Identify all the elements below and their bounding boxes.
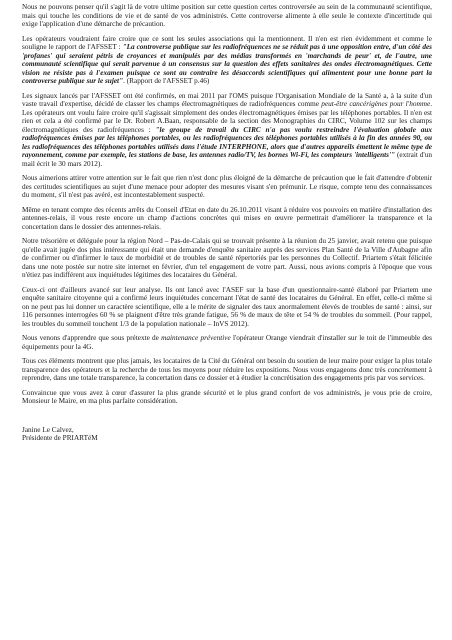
oms-classification: peut-être cancérigènes pour l'homme [321, 100, 431, 108]
orange-intro: Nous venons d'apprendre que sous prétexte de [22, 334, 162, 342]
paragraph-support: Tous ces éléments montrent que plus jamais, les locataires de la Cité du Général ont besoin du soutien de leur maire pour exiger la plus totale transparence des opérateurs et la recherche de tous les moyens pour réduire les expositions. Nous vous engageons donc très concrètement à reprendre, dans une totale transparence, la concertation dans ce dossier et à étudier la concrétisation des engagements pris par vos services. [22, 357, 432, 382]
afsset-reference: . (Rapport de l'AFSSET p.46) [123, 77, 210, 85]
orange-pretext: maintenance préventive [161, 334, 231, 342]
circ-reference: (extrait d'un mail écrit le 30 mars 2012). [22, 151, 432, 168]
paragraph-closing: Convaincue que vous avez à cœur d'assurer la plus grande sécurité et le plus grand confort de vos administrés, je vous prie de croire, Monsieur le Maire, en ma plus parfaite considération. [22, 388, 432, 405]
afsset-quote: "La controverse publique sur les radiofréquences ne se réduit pas à une opposition entre, d'un côté des 'profanes' qui seraient pétris de croyances et manipulés par des médias transformés en 'marchands de peur' et, de l'autre, une communauté scientifique qui serait parvenue à un consensus sur la question des effets sanitaires des ondes électromagnétiques. Cette vision ne résiste pas à l'examen puisque ce sont au contraire les désaccords scientifiques qui alimentent pour une bonne part la controverse publique sur le sujet" [22, 43, 432, 85]
paragraph-oms-circ [22, 92, 432, 169]
paragraph-afsset [22, 35, 432, 86]
letter-body [22, 3, 432, 443]
paragraph-uncertainty: Nous ne pouvons penser qu'il s'agit là de votre ultime position sur cette question certes controversée au sein de la communauté scientifique, mais qui touche les conditions de vie et de santé de vos administrés. Cette controverse alimente à elle seule le contexte d'incertitude qui exige l'application d'une démarche de précaution. [22, 3, 432, 28]
paragraph-treasurer: Notre trésorière et déléguée pour la région Nord – Pas-de-Calais qui se trouvait présente à la réunion du 25 janvier, avait retenu que puisque qu'elle avait jugée dos plus intéressante qui était une demande d'enquête sanitaire auprès des services Plan Santé de la Ville d'Aubagne afin de confirmer ou d'infirmer le taux de morbidité et de troubles de santé répertoriés par les personnes du Collectif. Priartem s'était félicitée dans une note postée sur notre site internet en février, d'un tel engagement de votre part. Aussi, nous avions compris à l'époque que vous n'étiez pas indifférent aux inquiétudes légitimes des locataires du Général. [22, 237, 432, 279]
oms-intro: Les signaux lancés par l'AFSSET ont été confirmés, en mai 2011 par l'OMS puisque l'Organisation Mondiale de la Santé a, à la suite d'un vaste travail d'expertise, décidé de classer les champs électromagnétiques de radiofréquences comme [22, 91, 432, 108]
afsset-intro: Les opérateurs voudraient faire croire que ce sont les seules associations qui la mentionnent. Il n'en est rien évidemment et comme le souligne le rapport de l'AFSSET : [22, 34, 432, 51]
signature-name: Janine Le Calvez, [22, 425, 74, 434]
paragraph-survey: Ceux-ci ont d'ailleurs avancé sur leur analyse. Ils ont lancé avec l'ASEF sur la base d'un questionnaire-santé élaboré par Priartem une enquête sanitaire citoyenne qui a confirmé leurs inquiétudes concernant l'état de santé des locataires du Général. En effet, celle-ci même si on ne peut pas lui donner un caractère scientifique, elle a le mérite de signaler des taux anormalement élevés de troubles de santé : ainsi, sur 116 personnes interrogées 60 % se plaignent d'être très grande fatigue, 56 % de maux de tête et 54 % de troubles du sommeil. (Pour rappel, les troubles du sommeil touchent 1/3 de la population nationale – InVS 2012). [22, 285, 432, 328]
paragraph-conseil-etat: Même en tenant compte des récents arrêts du Conseil d'Etat en date du 26.10.2011 visant à réduire vos pouvoirs en matière d'installation des antennes-relais, il vous reste encore un champ d'actions concrètes qui mises en œuvre permettrait d'améliorer la transparence et la concertation dans le dossier des antennes-relais. [22, 205, 432, 231]
oms-continuation: . Les opérateurs ont voulu faire croire qu'il s'agissait simplement des ondes électromagnétiques émises par les téléphones portables. Il n'en est rien et cela a été confirmé par le Dr. Robert A.Baan, responsable de la section des Monographies du CIRC, Volume 102 sur les champs électromagnétiques des radiofréquences : [22, 100, 432, 134]
signature-title: Présidente de PRIARTéM [22, 434, 98, 442]
paragraph-orange-4g [22, 334, 432, 351]
orange-continuation: l'opérateur Orange viendrait d'installer sur le toit de l'immeuble des équipements pour la 4G. [22, 334, 432, 351]
circ-quote: "le groupe de travail du CIRC n'a pas voulu restreindre l'évaluation globale aux radiofréquences émises par les téléphones portables, ou les radiofréquences des téléphones portables utilisés à la fin des années 90, ou les radiofréquences des téléphones portables utilisés dans l'étude INTERPHONE, alors que d'autres appareils émettent le même type de rayonnement, comme par exemple, les stations de base, les antennes radio/TV, les bornes Wi-Fi, les compteurs 'intelligents'" [22, 125, 432, 159]
paragraph-precaution: Nous aimerions attirer votre attention sur le fait que rien n'est donc plus éloigné de la démarche de précaution que le fait d'attendre d'obtenir des certitudes scientifiques au sujet d'une menace pour adopter des mesures visant s'en prémunir. Le risque, compte tenu des connaissances du moment, s'il n'est pas avéré, est incontestablement suspecté. [22, 174, 432, 199]
